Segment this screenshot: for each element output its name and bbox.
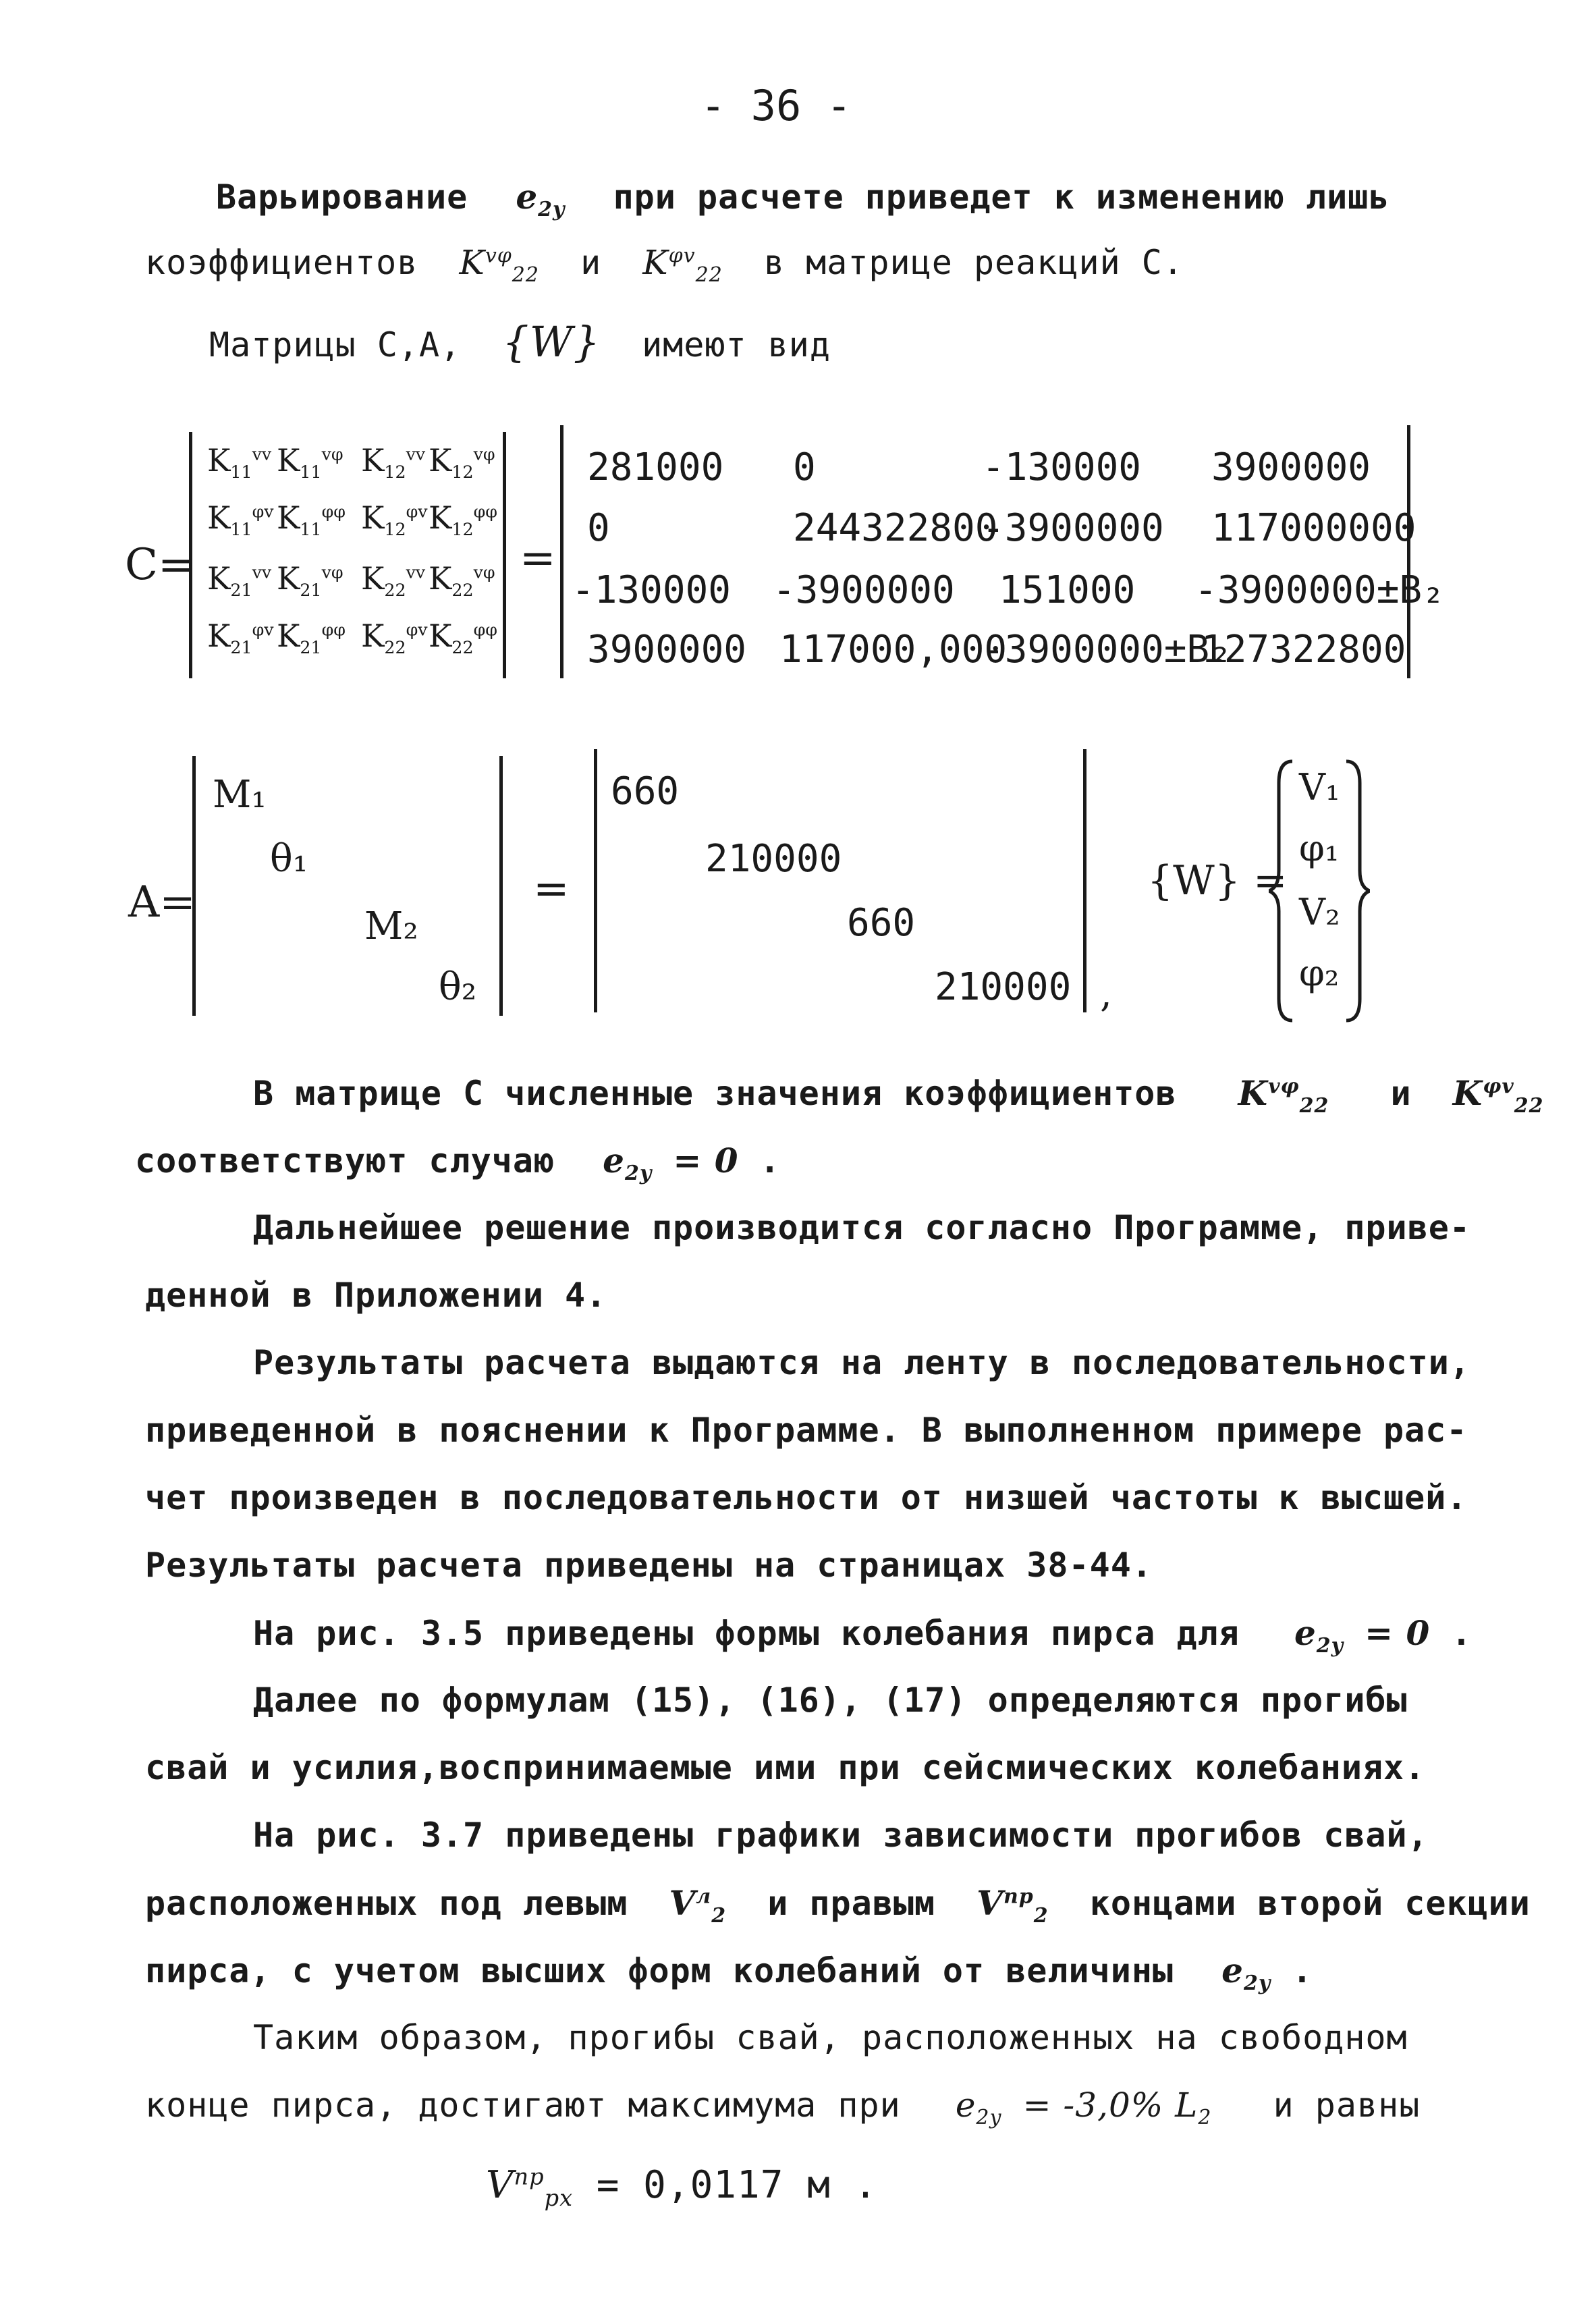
k22phiphi: $K_{22}^{\varphi\varphi}$ xyxy=(429,618,498,658)
matrix-cell: 210000 xyxy=(935,965,1072,1009)
para-line: пирса, с учетом высших форм колебаний от величины $e_{2y}$ . xyxy=(145,1951,1313,1995)
text: В матрице C численные значения коэффициентов xyxy=(253,1074,1177,1113)
matrix-a-symbolic xyxy=(192,756,503,1016)
w-vector-label: {W} = xyxy=(1147,857,1288,904)
text: пирса, с учетом высших форм колебаний от величины xyxy=(145,1951,1174,1990)
matrix-a-values xyxy=(594,749,1086,1012)
w-vector-symbol: {W} xyxy=(502,317,601,366)
vpx-symbol: $V^{пр}_{px}$ xyxy=(486,2163,574,2212)
intro-line-2 xyxy=(145,243,1184,287)
matrix-c-symbolic xyxy=(189,432,506,678)
para-line: Результаты расчета выдаются на ленту в последовательности, xyxy=(253,1343,1470,1382)
e2y-symbol: $e_{2y}$ xyxy=(1294,1613,1344,1658)
e2y-symbol: $e_{2y}$ xyxy=(516,177,566,221)
text: Варьирование xyxy=(216,178,468,217)
para-line xyxy=(145,1883,1531,1928)
matrix-cell: 281000 xyxy=(587,445,724,489)
w-v1: V₁ xyxy=(1299,766,1340,809)
page-number: - 36 - xyxy=(700,81,852,130)
text: в матрице реакций C. xyxy=(763,243,1184,282)
k11phiv: $K_{11}^{\varphi v}$ xyxy=(207,499,274,540)
theta2-symbol: θ₂ xyxy=(439,965,477,1009)
para-line: На рис. 3.5 приведены формы колебания пирса для $e_{2y} = 0$ . xyxy=(253,1613,1473,1658)
para-line: Далее по формулам (15), (16), (17) определяются прогибы xyxy=(253,1681,1408,1720)
m2-symbol: M₂ xyxy=(364,904,418,948)
text: имеют вид xyxy=(642,325,831,364)
k21vv: $K_{21}^{vv}$ xyxy=(207,560,272,601)
matrix-a-label: A= xyxy=(128,877,196,927)
k22vv: $K_{22}^{vv}$ xyxy=(361,560,426,601)
matrix-c-equals: = xyxy=(520,533,556,583)
math-text: = 0,0117 м . xyxy=(596,2163,878,2207)
k22vphi: $K_{22}^{v\varphi}$ xyxy=(429,560,495,601)
v2-right-symbol: $V^{пр}_2$ xyxy=(976,1883,1049,1928)
w-phi1: φ₁ xyxy=(1299,827,1340,869)
k12phiv: $K_{12}^{\varphi v}$ xyxy=(361,499,428,540)
k11vv: $K_{11}^{vv}$ xyxy=(207,442,272,483)
matrix-cell: 244322800 xyxy=(793,506,998,550)
para-line: соответствуют случаю $e_{2y} = 0$ . xyxy=(135,1141,781,1185)
matrix-cell: 660 xyxy=(611,769,680,813)
w-phi2: φ₂ xyxy=(1299,952,1340,994)
matrix-cell: -3900000±B₂ xyxy=(982,628,1232,672)
para-line: Дальнейшее решение производится согласно Программе, приве- xyxy=(253,1208,1470,1247)
text: На рис. 3.5 приведены формы колебания пирса для xyxy=(253,1614,1240,1653)
k21phiv: $K_{21}^{\varphi v}$ xyxy=(207,618,274,658)
matrix-cell: 117000000 xyxy=(1211,506,1416,550)
intro-line-1 xyxy=(216,177,1389,221)
matrix-cell: -3900000±B₂ xyxy=(1194,568,1445,612)
k22-phiv-symbol: $K^{\varphi v}_{22}$ xyxy=(642,243,723,287)
text: конце пирса, достигают максимума при xyxy=(145,2086,901,2125)
para-line: Результаты расчета приведены на страницах 38-44. xyxy=(145,1546,1153,1585)
text: Матрицы C,A, xyxy=(209,325,462,364)
k12vphi: $K_{12}^{v\varphi}$ xyxy=(429,442,495,483)
matrix-cell: 3900000 xyxy=(587,628,747,672)
theta1-symbol: θ₁ xyxy=(270,837,308,881)
k21vphi: $K_{21}^{v\varphi}$ xyxy=(277,560,343,601)
text: расположенных под левым xyxy=(145,1884,628,1923)
para-line: свай и усилия,воспринимаемые ими при сейсмических колебаниях. xyxy=(145,1748,1426,1787)
matrix-c-label: C= xyxy=(125,540,194,590)
k11phiphi: $K_{11}^{\varphi\varphi}$ xyxy=(277,499,346,540)
w-v2: V₂ xyxy=(1299,891,1340,933)
matrix-cell: -130000 xyxy=(572,568,732,612)
k22-phiv-symbol: $K^{\varphi v}_{22}$ xyxy=(1452,1073,1544,1118)
text: концами второй секции xyxy=(1089,1884,1531,1923)
matrix-cell: -3900000 xyxy=(773,568,955,612)
matrix-cell: 3900000 xyxy=(1211,445,1371,489)
matrix-cell: 127322800 xyxy=(1201,628,1406,672)
para-line xyxy=(145,2086,1420,2129)
math-text: = 0 xyxy=(673,1141,739,1180)
para-line xyxy=(253,1073,1544,1118)
text: коэффициентов xyxy=(145,243,418,282)
para-line: чет произведен в последовательности от низшей частоты к высшей. xyxy=(145,1478,1468,1517)
matrix-cell: -130000 xyxy=(982,445,1142,489)
para-line: приведенной в пояснении к Программе. В выполненном примере рас- xyxy=(145,1411,1468,1450)
matrix-cell: -3900000 xyxy=(982,506,1164,550)
matrix-c-values xyxy=(560,425,1445,678)
matrix-cell: 660 xyxy=(847,901,916,945)
m1-symbol: M₁ xyxy=(213,773,267,817)
k22phiv: $K_{22}^{\varphi v}$ xyxy=(361,618,428,658)
matrix-cell: 0 xyxy=(587,506,610,550)
text: соответствуют случаю xyxy=(135,1141,555,1180)
e2y-symbol: $e_{2y}$ xyxy=(1221,1951,1271,1995)
k22-vphi-symbol: $K^{v\varphi}_{22}$ xyxy=(1238,1073,1329,1118)
matrix-a-equals: = xyxy=(533,864,570,914)
k21phiphi: $K_{21}^{\varphi\varphi}$ xyxy=(277,618,346,658)
e2y-symbol: $e_{2y}$ xyxy=(955,2086,1002,2129)
matrix-cell: 0 xyxy=(793,445,816,489)
comma: , xyxy=(1100,972,1112,1016)
text: и равны xyxy=(1273,2086,1421,2125)
text: и xyxy=(580,243,602,282)
para-line: Таким образом, прогибы свай, расположенных на свободном xyxy=(253,2018,1408,2057)
text: и xyxy=(1390,1074,1412,1113)
text: и правым xyxy=(767,1884,936,1923)
para-line: На рис. 3.7 приведены графики зависимости прогибов свай, xyxy=(253,1816,1429,1855)
k22-vphi-symbol: $K^{v\varphi}_{22}$ xyxy=(459,243,539,287)
v2-left-symbol: $V^л_2$ xyxy=(669,1883,727,1928)
intro-line-3 xyxy=(209,317,831,366)
matrix-cell: 151000 xyxy=(999,568,1136,612)
para-line: денной в Приложении 4. xyxy=(145,1276,607,1315)
math-text: = 0 xyxy=(1365,1613,1431,1653)
k11vphi: $K_{11}^{v\varphi}$ xyxy=(277,442,343,483)
final-equation xyxy=(486,2163,877,2211)
text: при расчете приведет к изменению лишь xyxy=(613,178,1390,217)
matrix-cell: 210000 xyxy=(705,837,842,881)
k12vv: $K_{12}^{vv}$ xyxy=(361,442,426,483)
e2y-symbol: $e_{2y}$ xyxy=(603,1141,653,1185)
k12phiphi: $K_{12}^{\varphi\varphi}$ xyxy=(429,499,498,540)
matrix-cell: 117000,000 xyxy=(779,628,1008,672)
math-text: = -3,0% $L_2$ xyxy=(1022,2086,1212,2129)
